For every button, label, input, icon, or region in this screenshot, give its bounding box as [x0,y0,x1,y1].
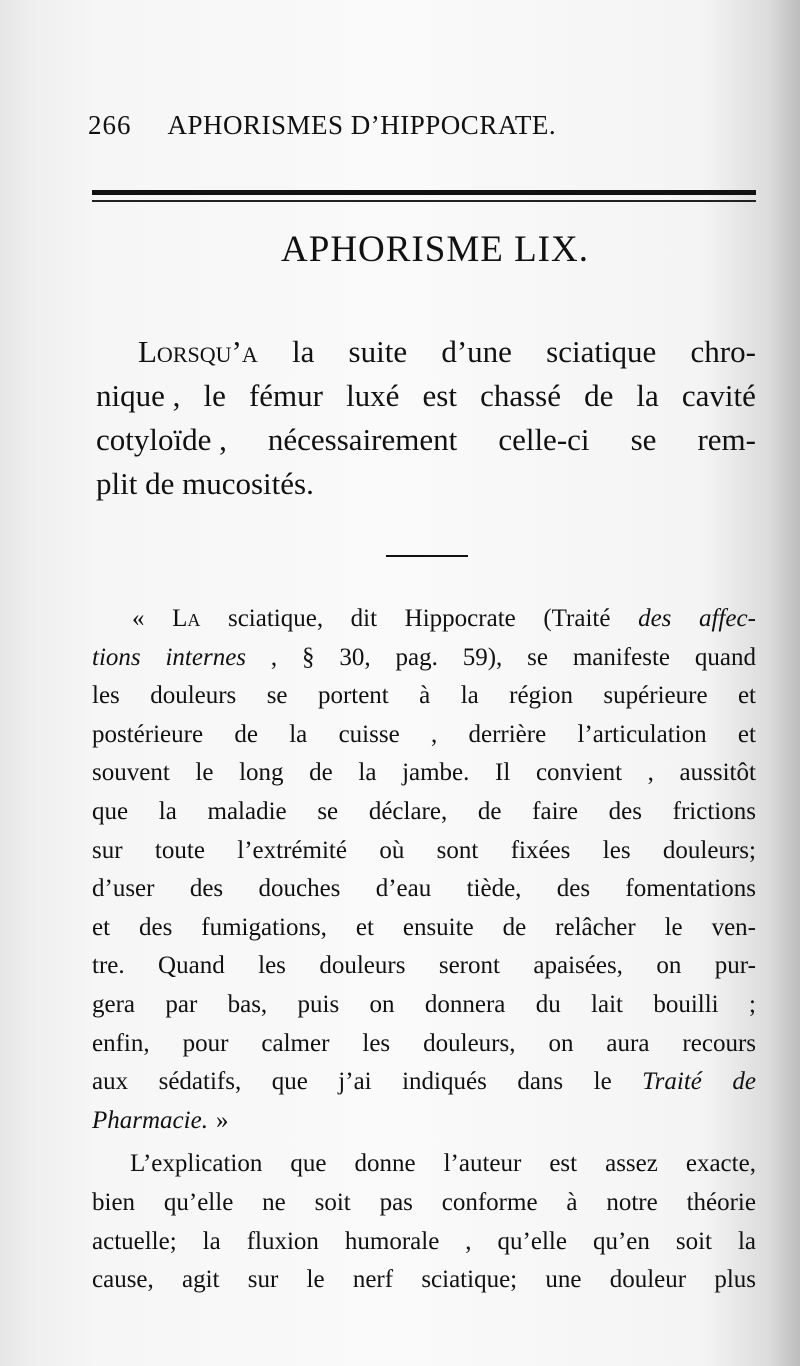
explanation-word: à [566,1188,578,1216]
explanation-word: la [202,1227,221,1255]
commentary-word: de [309,759,333,787]
commentary-line [92,1102,756,1141]
explanation-word: plus [714,1266,756,1294]
commentary-word: affec- [698,605,756,632]
explanation-word: assez [605,1150,658,1177]
aphorism-word: est [422,378,457,413]
header-rule-thick [92,190,756,195]
commentary-word: du [535,990,561,1018]
commentary-word: des [556,875,591,903]
commentary-word: (Traité [543,605,611,632]
explanation-line [92,1223,756,1262]
aphorism-word: d’une [441,334,512,369]
explanation-word: théorie [686,1188,756,1216]
aphorism-word: se [630,422,657,457]
commentary-word: jambe. [402,759,470,787]
commentary-word: bas, [227,990,268,1018]
commentary-word: faire [532,797,578,825]
aphorism-word: la [636,378,659,413]
explanation-word: l’auteur [443,1150,522,1177]
explanation-line [92,1145,756,1184]
commentary-word: toute [154,836,205,864]
commentary-word: le [593,1068,612,1096]
explanation-word: agit [182,1266,220,1294]
explanation-word: une [545,1266,582,1294]
commentary-word: Pharmacie. [92,1106,208,1134]
commentary-word: douleurs [319,952,406,980]
commentary-word: postérieure [92,720,204,748]
explanation-word: soit [314,1188,351,1216]
commentary-word: donnera [424,990,506,1018]
aphorism-word: cavité [681,378,756,413]
commentary-word: manifeste [572,643,670,671]
commentary-line [92,986,756,1025]
aphorism-word: fémur [248,378,323,413]
commentary-word: relâcher [555,913,636,941]
aphorism-word: la [291,334,315,369]
commentary-word: enfin, [92,1029,150,1057]
commentary-word: les [92,682,120,710]
commentary-line [92,1025,756,1064]
commentary-word: la [158,797,177,825]
commentary-word: seront [438,952,500,980]
commentary-line [92,909,756,948]
commentary-word: d’user [92,875,155,903]
explanation-word: le [306,1266,325,1294]
commentary-word: de [234,720,258,748]
aphorism-word: Lorsqu’a [138,334,258,369]
commentary-word: la [358,759,377,787]
commentary-word: des [608,797,642,825]
commentary-word: j’ai [338,1068,372,1096]
commentary-word: 59), [462,643,503,671]
commentary-line [92,1063,756,1102]
explanation-word: douleur [609,1266,687,1294]
aphorism-word: luxé [346,378,400,413]
commentary-word: on [656,952,682,980]
commentary-word: douleurs [150,682,237,710]
commentary-word: des [189,875,224,903]
commentary-word: que [92,797,129,825]
commentary-word: pour [182,1029,229,1057]
aphorism-word: de [584,378,614,413]
aphorism-heading: APHORISME LIX. [281,229,589,270]
commentary-word: recours [682,1029,756,1057]
commentary-word: , [430,720,438,748]
commentary-word: fixées [510,836,571,864]
commentary-word: tiède, [466,875,522,903]
page-number: 266 [88,110,132,140]
commentary-word: d’eau [375,875,432,903]
commentary-word: lait [591,990,623,1018]
commentary-word: calmer [261,1029,330,1057]
commentary-word: les [362,1029,391,1057]
commentary-word: et [737,682,756,710]
commentary-word: bouilli [653,990,719,1018]
commentary-line [92,870,756,909]
commentary-word: Traité [642,1068,702,1096]
explanation-word: soit [675,1227,712,1255]
commentary-word: sédatifs, [158,1068,242,1096]
running-header [88,110,740,150]
explanation-word: conforme [441,1188,538,1216]
aphorism-line [96,462,756,506]
explanation-word: ne [262,1188,286,1216]
commentary-word: puis [297,990,340,1018]
aphorism-line [96,374,756,418]
explanation-word: humorale [344,1227,440,1255]
explanation-word: fluxion [246,1227,319,1255]
commentary-word: où [379,836,405,864]
commentary-word: Quand [158,952,225,980]
commentary-word: aura [606,1029,650,1057]
commentary-word: supérieure [603,682,708,710]
commentary-word: et [92,913,111,941]
commentary-line [92,832,756,871]
explanation-word: actuelle; [92,1227,177,1255]
aphorism-word: chassé [480,378,561,413]
commentary-word: 30, [339,643,371,671]
commentary-word: l’articulation [577,720,707,748]
section-separator [386,555,468,557]
commentary-word: souvent [92,759,170,787]
commentary-word: déclare, [368,797,448,825]
commentary-word: , [647,759,654,787]
aphorism-word: celle-ci [498,422,590,457]
commentary-word: ; [748,990,756,1018]
commentary-word: portent [317,682,389,710]
explanation-word: est [549,1150,578,1177]
explanation-word: qu’en [592,1227,650,1255]
explanation-word: nerf [352,1266,394,1294]
commentary-word: se [266,682,288,710]
commentary-word: on [548,1029,574,1057]
explanation-word: la [737,1227,756,1255]
commentary-word: des [638,605,672,632]
explanation-word: sur [247,1266,279,1294]
explanation-word: notre [606,1188,658,1216]
explanation-word: L’explication [130,1150,263,1177]
explanation-word: bien [92,1188,136,1216]
commentary-word: ven- [711,913,756,941]
commentary-word: pur- [714,952,756,980]
commentary-word: pag. [395,643,438,671]
explanation-word: qu’elle [497,1227,567,1255]
commentary-line [92,947,756,986]
commentary-word: ensuite [402,913,474,941]
commentary-word: sciatique, [227,605,324,632]
explanation-word: qu’elle [163,1188,234,1216]
commentary-word: » [215,1106,229,1134]
commentary-word: internes [165,643,247,671]
explanation-word: donne [354,1150,416,1177]
commentary-word: les [258,952,286,980]
aphorism-line [96,330,756,374]
commentary-word: de [502,913,527,941]
commentary-word: douleurs; [662,836,756,864]
aphorism-line [96,418,756,462]
commentary-word: douleurs, [423,1029,516,1057]
commentary-word: La [172,605,201,632]
commentary-word: la [289,720,308,748]
commentary-word: des [138,913,173,941]
explanation-word: sciatique; [421,1266,518,1294]
commentary-word: et [355,913,374,941]
commentary-word: Hippocrate [404,605,516,632]
commentary-word: on [369,990,395,1018]
explanation-paragraph [92,1145,756,1300]
commentary-word: cuisse [338,720,400,748]
commentary-line [92,600,756,639]
commentary-word: apaisées, [533,952,623,980]
explanation-word: cause, [92,1266,154,1294]
aphorism-word: le [203,378,226,413]
aphorism-word: cotyloïde , [96,422,227,457]
commentary-word: le [195,759,214,787]
commentary-word: Il [495,759,511,787]
explanation-word: pas [379,1188,413,1216]
explanation-word: , [465,1227,472,1255]
commentary-word: dit [350,605,378,632]
aphorism-word: nécessairement [267,422,458,457]
commentary-line [92,677,756,716]
commentary-word: dans [517,1068,564,1096]
commentary-word: , [270,643,278,671]
commentary-word: fomentations [625,875,756,903]
commentary-word: frictions [672,797,756,825]
commentary-line [92,754,756,793]
aphorism-word: rem- [697,422,756,457]
aphorism-word: nique , [96,378,181,413]
explanation-line [92,1184,756,1223]
commentary-word: fumigations, [201,913,327,941]
commentary-word: le [664,913,683,941]
commentary-line [92,716,756,755]
aphorism-word: suite [348,334,408,369]
commentary-word: sont [436,836,479,864]
aphorism-word: chro- [690,334,756,369]
commentary-word: quand [694,643,756,671]
commentary-word: aussitôt [679,759,756,787]
commentary-line [92,793,756,832]
header-rule-thin [92,200,756,202]
aphorism-text [96,330,756,506]
commentary-word: de [732,1068,756,1096]
commentary-word: la [460,682,479,710]
commentary-paragraph [92,600,756,1140]
aphorism-word: plit de mucosités. [96,466,314,501]
commentary-word: indiqués [402,1068,487,1096]
commentary-word: convient [535,759,623,787]
commentary-word: les [602,836,631,864]
commentary-word: sur [92,836,123,864]
commentary-word: aux [92,1068,129,1096]
commentary-word: derrière [468,720,547,748]
commentary-word: que [271,1068,308,1096]
commentary-word: région [509,682,574,710]
commentary-word: gera [92,990,136,1018]
commentary-word: long [239,759,284,787]
commentary-word: et [737,720,756,748]
commentary-word: tre. [92,952,125,980]
commentary-word: douches [258,875,341,903]
commentary-word: l’extrémité [237,836,347,864]
commentary-word: se [527,643,548,671]
commentary-word: de [477,797,502,825]
explanation-word: exacte, [685,1150,756,1177]
explanation-word: que [290,1150,327,1177]
commentary-word: se [317,797,339,825]
commentary-word: tions [92,643,141,671]
commentary-word: maladie [207,797,287,825]
commentary-word: § [302,643,315,671]
running-title: APHORISMES D’HIPPOCRATE. [167,110,557,140]
aphorism-word: sciatique [546,334,657,369]
commentary-word: par [165,990,198,1018]
explanation-line [92,1261,756,1300]
commentary-word: « [132,605,145,632]
commentary-word: à [419,682,431,710]
commentary-line [92,639,756,678]
